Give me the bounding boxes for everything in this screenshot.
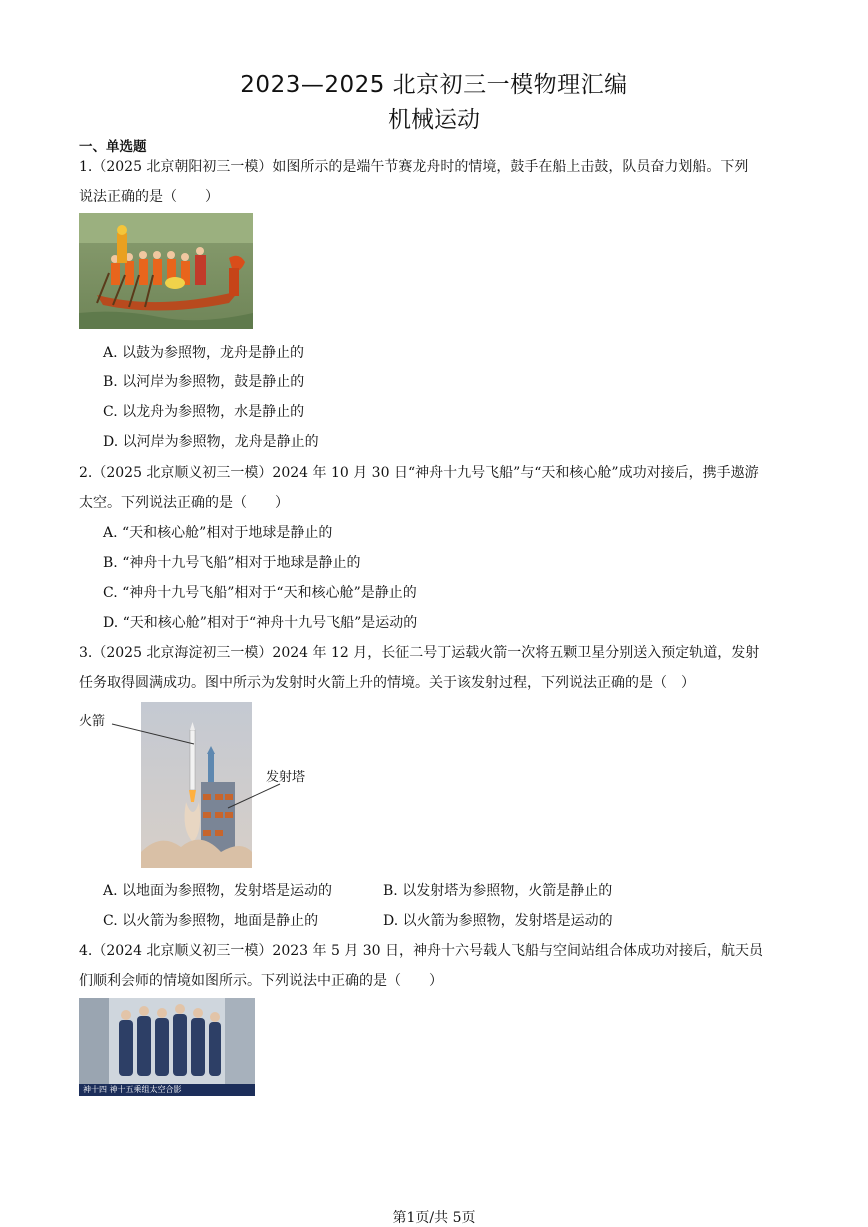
document-title: 2023—2025 北京初三一模物理汇编 <box>240 72 628 98</box>
q3-option-b: B. 以发射塔为参照物，火箭是静止的 <box>383 883 613 899</box>
q3-stem-line-2: 任务取得圆满成功。图中所示为发射时火箭上升的情境。关于该发射过程，下列说法正确的是（ ） <box>79 675 695 691</box>
q1-option-d: D. 以河岸为参照物，龙舟是静止的 <box>103 434 319 450</box>
q1-option-b: B. 以河岸为参照物，鼓是静止的 <box>103 374 305 390</box>
astronauts-photo <box>79 998 255 1096</box>
q3-option-d: D. 以火箭为参照物，发射塔是运动的 <box>383 913 613 929</box>
q4-stem-line-2: 们顺利会师的情境如图所示。下列说法中正确的是（ ） <box>79 973 443 989</box>
photo-caption: 神十四 神十五乘组太空合影 <box>83 1085 182 1094</box>
launch-tower-label: 发射塔 <box>266 770 306 785</box>
q2-option-b: B. “神舟十九号飞船”相对于地球是静止的 <box>103 555 361 571</box>
rocket-label: 火箭 <box>79 714 106 729</box>
q3-stem-line-1: 3.（2025 北京海淀初三一模）2024 年 12 月，长征二号丁运载火箭一次将五颗卫星分别送入预定轨道，发射 <box>79 645 760 661</box>
q1-option-a: A. 以鼓为参照物，龙舟是静止的 <box>103 345 305 361</box>
dragon-boat-photo <box>79 213 253 329</box>
q2-option-c: C. “神舟十九号飞船”相对于“天和核心舱”是静止的 <box>103 585 417 601</box>
q2-option-a: A. “天和核心舱”相对于地球是静止的 <box>103 525 333 541</box>
q2-stem-line-2: 太空。下列说法正确的是（ ） <box>79 495 289 511</box>
document-subtitle: 机械运动 <box>388 107 480 133</box>
q2-stem-line-1: 2.（2025 北京顺义初三一模）2024 年 10 月 30 日“神舟十九号飞船”与“天和核心舱”成功对接后，携手遨游 <box>79 465 759 481</box>
q3-option-a: A. 以地面为参照物，发射塔是运动的 <box>103 883 333 899</box>
section-heading: 一、单选题 <box>79 139 147 155</box>
q1-stem-line-1: 1.（2025 北京朝阳初三一模）如图所示的是端午节赛龙舟时的情境，鼓手在船上击鼓，队员奋力划船。下列 <box>79 159 749 175</box>
q3-option-c: C. 以火箭为参照物，地面是静止的 <box>103 913 319 929</box>
page-number: 第1页/共 5页 <box>392 1210 476 1226</box>
q2-option-d: D. “天和核心舱”相对于“神舟十九号飞船”是运动的 <box>103 615 418 631</box>
q4-stem-line-1: 4.（2024 北京顺义初三一模）2023 年 5 月 30 日，神舟十六号载人飞船与空间站组合体成功对接后，航天员 <box>79 943 764 959</box>
q1-stem-line-2: 说法正确的是（ ） <box>79 189 219 205</box>
q1-option-c: C. 以龙舟为参照物，水是静止的 <box>103 404 305 420</box>
